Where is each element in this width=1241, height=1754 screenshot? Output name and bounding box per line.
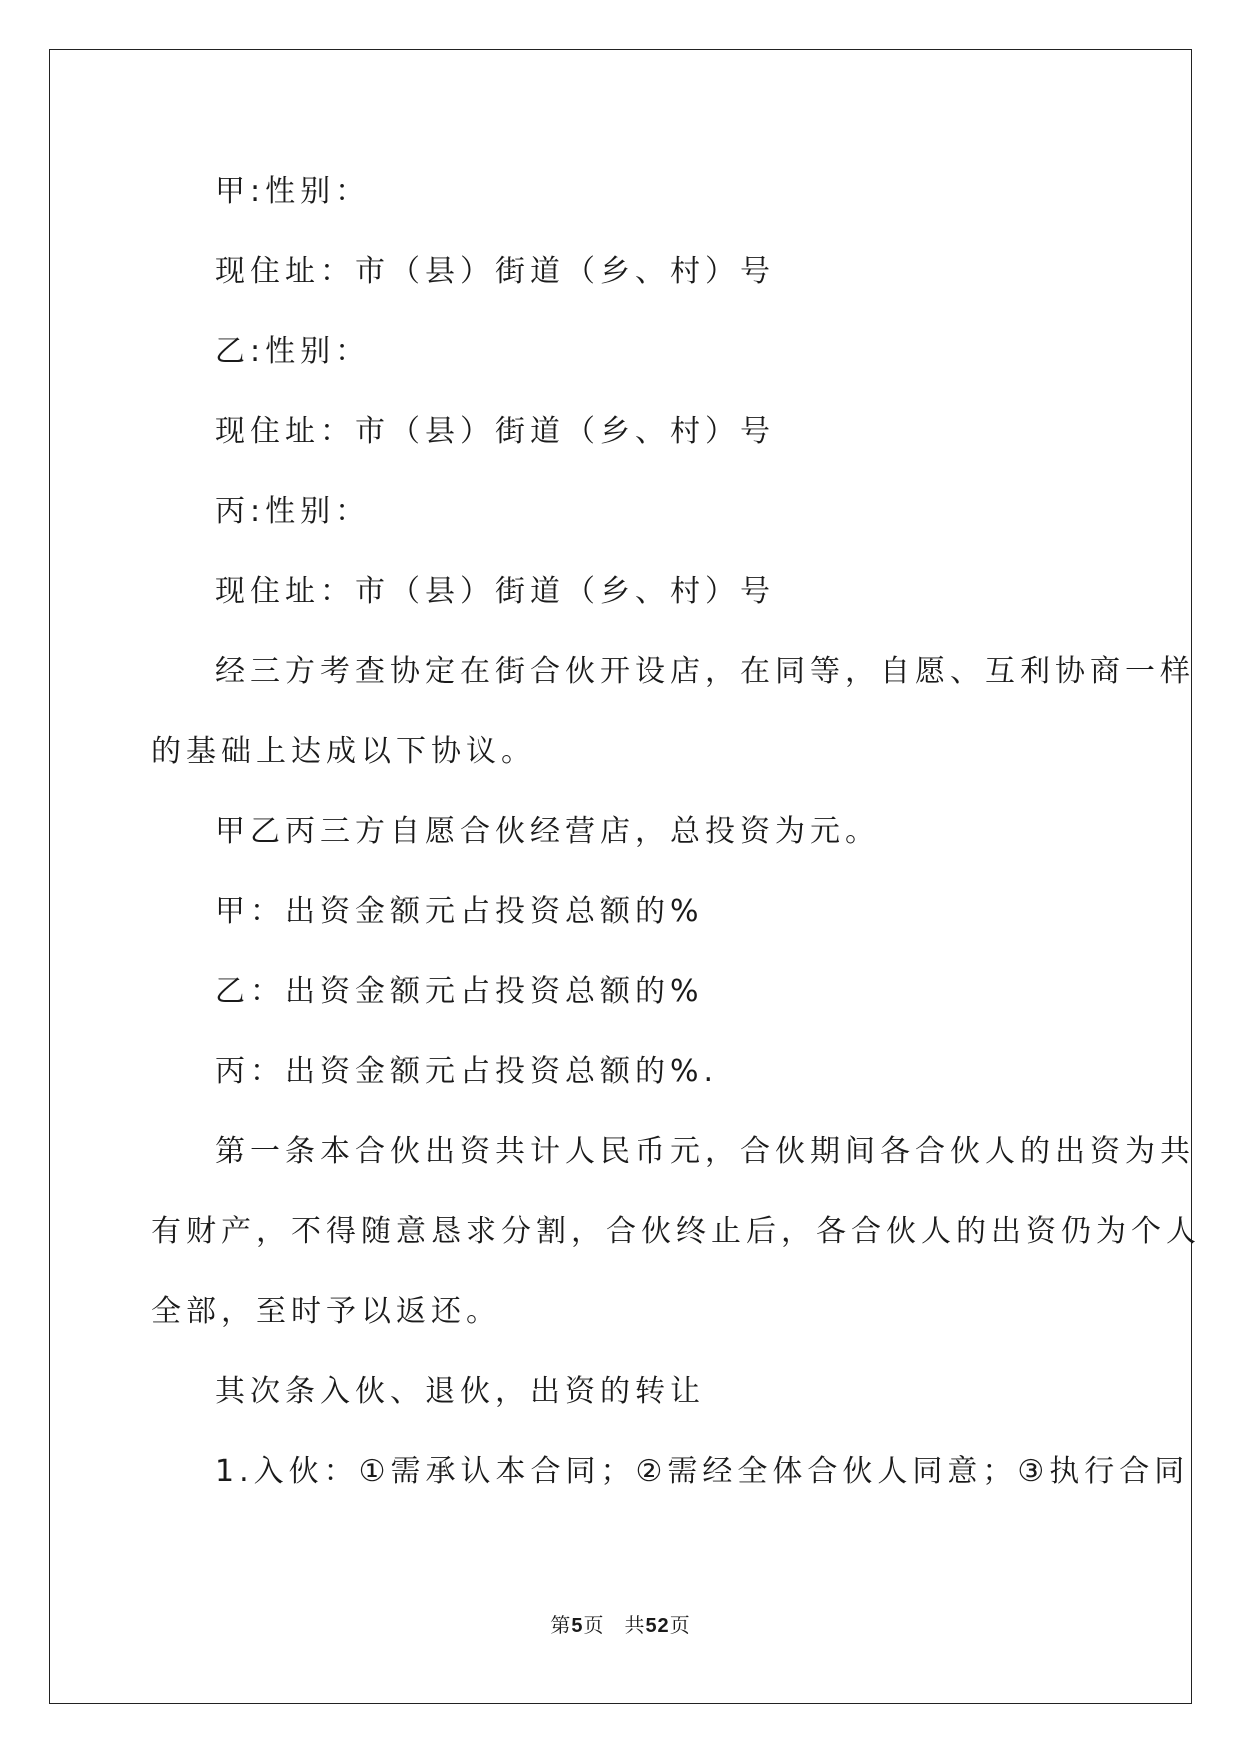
party-b-address-line: 现住址：市（县）街道（乡、村）号	[215, 414, 775, 449]
total-label-prefix: 共	[624, 1613, 646, 1637]
total-investment-line: 甲乙丙三方自愿合伙经营店，总投资为元。	[215, 814, 880, 849]
article-one-line-3: 全部，至时予以返还。	[151, 1294, 501, 1329]
total-label-suffix: 页	[669, 1613, 691, 1637]
current-page-number: 5	[571, 1615, 584, 1637]
party-a-share-line: 甲：出资金额元占投资总额的%	[215, 894, 704, 929]
intro-paragraph-line-1: 经三方考查协定在街合伙开设店，在同等，自愿、互利协商一样	[215, 654, 1195, 689]
article-one-line-2: 有财产，不得随意恳求分割，合伙终止后，各合伙人的出资仍为个人	[151, 1214, 1201, 1249]
party-c-share-line: 丙：出资金额元占投资总额的%.	[215, 1054, 719, 1089]
party-c-gender-line: 丙:性别：	[215, 494, 371, 529]
party-c-address-line: 现住址：市（县）街道（乡、村）号	[215, 574, 775, 609]
party-b-gender-line: 乙:性别：	[215, 334, 371, 369]
party-a-gender-line: 甲:性别：	[215, 174, 371, 209]
total-page-count: 52	[645, 1615, 670, 1637]
page-label-prefix: 第	[550, 1613, 572, 1637]
article-two-heading: 其次条入伙、退伙，出资的转让	[215, 1374, 705, 1409]
page-label-suffix: 页	[583, 1613, 605, 1637]
page-footer	[0, 1612, 1241, 1639]
party-a-address-line: 现住址：市（县）街道（乡、村）号	[215, 254, 775, 289]
article-one-line-1: 第一条本合伙出资共计人民币元，合伙期间各合伙人的出资为共	[215, 1134, 1195, 1169]
party-b-share-line: 乙：出资金额元占投资总额的%	[215, 974, 704, 1009]
intro-paragraph-line-2: 的基础上达成以下协议。	[151, 734, 536, 769]
joining-clause-line: 1.入伙：①需承认本合同；②需经全体合伙人同意；③执行合同	[215, 1454, 1190, 1489]
